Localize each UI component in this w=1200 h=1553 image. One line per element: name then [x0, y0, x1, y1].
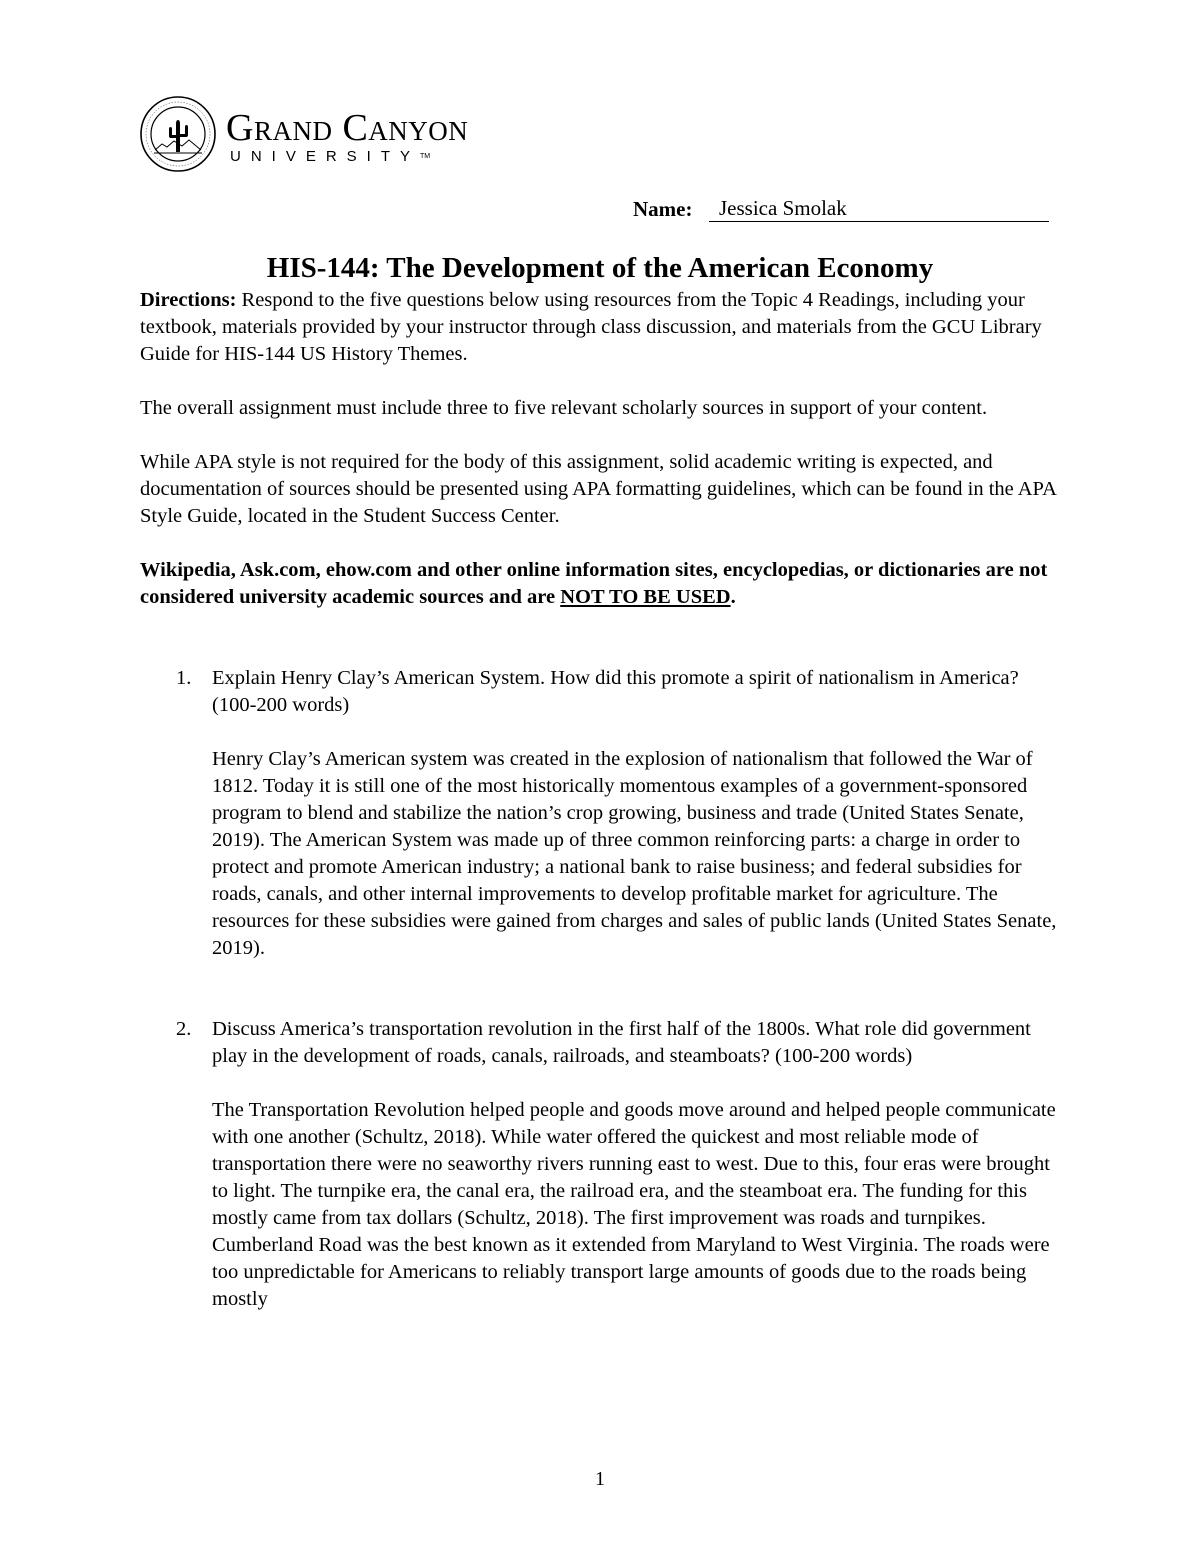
warning-end: .: [730, 586, 736, 608]
sources-warning: [140, 557, 1060, 611]
name-label: Name:: [633, 197, 693, 221]
document-title: HIS-144: The Development of the American Economy: [266, 252, 934, 284]
directions-label: Directions:: [140, 289, 237, 311]
question-prompt: Explain Henry Clay’s American System. How did this promote a spirit of nationalism in America? (100-200 words): [212, 667, 1019, 716]
question-item: [140, 665, 1060, 719]
university-logo: [138, 94, 498, 174]
logo-wordmark: Grand Canyon: [226, 107, 469, 149]
question-answer: Henry Clay’s American system was created in the explosion of nationalism that followed the War of 1812. Today it is still one of the most historically momentous examples of a government-sponsored program to blend and stabilize the nation’s crop growing, business and trade (United States Senate, 2019). The American System was made up of three common reinforcing parts: a charge in order to protect and promote American industry; a national bank to raise business; and federal subsidies for roads, canals, and other internal improvements to develop profitable market for agriculture. The resources for these subsidies were gained from charges and sales of public lands (United States Senate, 2019).: [212, 748, 1057, 959]
directions-text: Respond to the five questions below using resources from the Topic 4 Readings, including your textbook, materials provided by your instructor through class discussion, and materials from the GCU Library Guide for HIS-144 US History Themes.: [140, 289, 1042, 365]
sources-paragraph: The overall assignment must include three to five relevant scholarly sources in support of your content.: [140, 397, 988, 419]
name-field: [633, 195, 847, 223]
page-number: 1: [595, 1468, 605, 1490]
question-item: [140, 1016, 1060, 1070]
question-answer: The Transportation Revolution helped people and goods move around and helped people communicate with one another (Schultz, 2018). While water offered the quickest and most reliable mode of transportation there were no seaworthy rivers running east to west. Due to this, four eras were brought to light. The turnpike era, the canal era, the railroad era, and the steamboat era. The funding for this mostly came from tax dollars (Schultz, 2018). The first improvement was roads and turnpikes. Cumberland Road was the best known as it extended from Maryland to West Virginia. The roads were too unpredictable for Americans to reliably transport large amounts of goods due to the roads being mostly: [212, 1099, 1056, 1310]
apa-paragraph: While APA style is not required for the body of this assignment, solid academic writing is expected, and documentation of sources should be presented using APA formatting guidelines, which can be found in the APA Style Guide, located in the Student Success Center.: [140, 451, 1056, 527]
warning-text: Wikipedia, Ask.com, ehow.com and other online information sites, encyclopedias, or dictionaries are not considered university academic sources and are: [140, 559, 1048, 608]
question-number: 1.: [176, 667, 192, 689]
question-prompt: Discuss America’s transportation revolution in the first half of the 1800s. What role did government play in the development of roads, canals, railroads, and steamboats? (100-200 words): [212, 1018, 1031, 1067]
warning-emphasis: NOT TO BE USED: [560, 586, 731, 608]
logo-subtitle: [230, 148, 430, 166]
document-body: [140, 287, 1060, 1313]
directions-paragraph: [140, 287, 1060, 368]
logo-subtitle-text: UNIVERSITY: [230, 148, 421, 165]
question-number: 2.: [176, 1018, 192, 1040]
university-seal-icon: [138, 94, 218, 174]
trademark-symbol: TM: [420, 153, 431, 160]
name-value[interactable]: Jessica Smolak: [709, 195, 1049, 222]
